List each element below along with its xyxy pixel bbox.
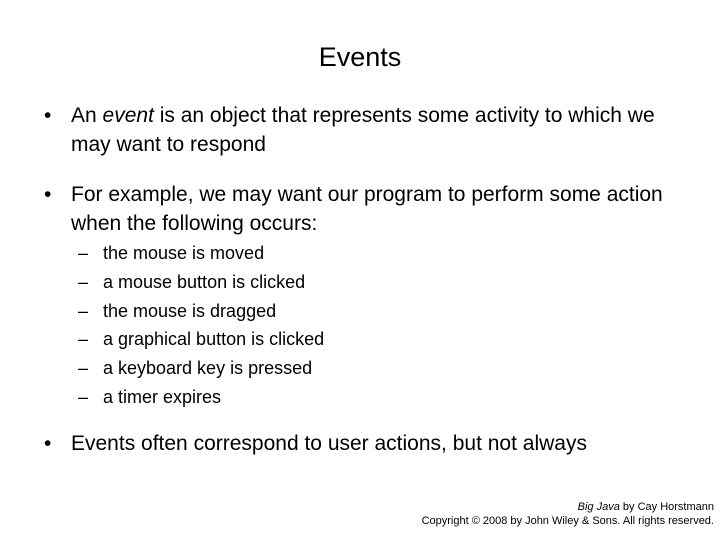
- book-title: Big Java: [577, 501, 620, 513]
- bullet-event-definition: [44, 101, 694, 159]
- dash-bullet: –: [78, 386, 89, 407]
- bullet-user-actions: [44, 429, 694, 458]
- bullet-text: An event is an object that represents some activity to which we may want to respond: [71, 104, 655, 156]
- list-item: [78, 354, 578, 383]
- bullet-text: For example, we may want our program to perform some action when the following occurs:: [71, 183, 663, 235]
- list-item: [78, 325, 578, 354]
- list-item-text: a graphical button is clicked: [103, 329, 325, 350]
- list-item-text: a keyboard key is pressed: [103, 358, 313, 379]
- list-item-text: a mouse button is clicked: [103, 271, 306, 292]
- list-item-text: a timer expires: [103, 386, 222, 407]
- dash-bullet: –: [78, 300, 89, 321]
- dash-bullet: –: [78, 358, 89, 379]
- dash-bullet: –: [78, 329, 89, 350]
- list-item: [78, 297, 578, 326]
- bullet-dot: •: [44, 183, 52, 206]
- book-author: by Cay Horstmann: [619, 501, 714, 513]
- list-item: [78, 383, 578, 412]
- footer-book-line: [422, 500, 714, 514]
- emphasis-event: event: [102, 104, 154, 127]
- bullet-dot: •: [44, 432, 52, 455]
- list-item: [78, 239, 578, 268]
- dash-bullet: –: [78, 271, 89, 292]
- list-item-text: the mouse is moved: [103, 243, 265, 263]
- bullet-text: Events often correspond to user actions, but not always: [71, 432, 587, 455]
- bullet-dot: •: [44, 104, 52, 127]
- bullet-example: [44, 180, 694, 238]
- list-item-text: the mouse is dragged: [103, 300, 277, 321]
- footer-credit: [422, 500, 714, 528]
- event-examples-list: [78, 239, 578, 412]
- dash-bullet: –: [78, 243, 89, 263]
- list-item: [78, 268, 578, 297]
- footer-copyright: Copyright © 2008 by John Wiley & Sons. All rights reserved.: [421, 515, 714, 527]
- slide-title: Events: [318, 42, 402, 72]
